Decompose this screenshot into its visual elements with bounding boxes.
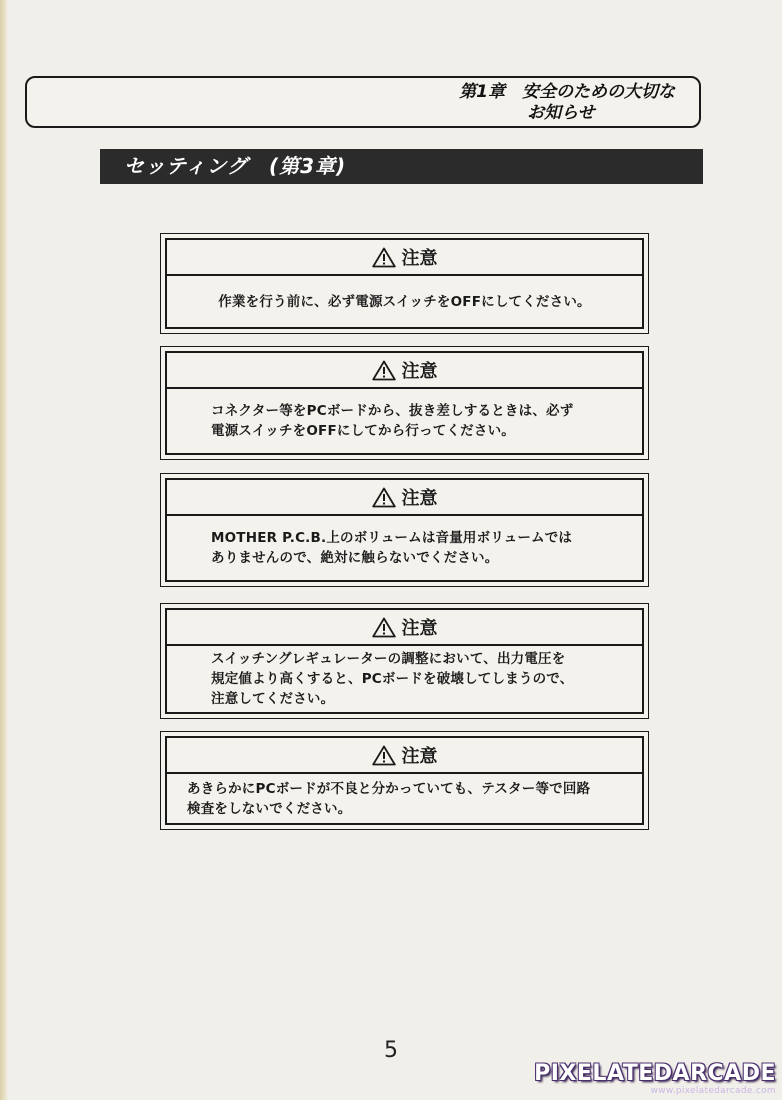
section-title-bar: [100, 149, 703, 184]
caution-text-line: ありませんので、絶対に触らないでください。: [211, 550, 499, 566]
caution-text-line: 電源スイッチをOFFにしてから行ってください。: [211, 423, 515, 439]
chapter-title-line1: 第1章 安全のための大切な: [459, 82, 675, 102]
caution-header: [167, 240, 642, 276]
chapter-header: [25, 76, 701, 128]
caution-frame: [165, 608, 644, 714]
caution-box-5: [160, 731, 649, 830]
section-title: セッティング (第3章): [124, 154, 347, 178]
caution-header: [167, 353, 642, 389]
caution-box-2: [160, 346, 649, 460]
watermark-brand: PIXELATEDARCADE: [534, 1061, 776, 1086]
watermark-logo: [534, 1061, 776, 1096]
caution-text-line: 注意してください。: [211, 691, 335, 707]
caution-text-line: 検査をしないでください。: [187, 800, 352, 817]
warning-triangle-icon: [372, 247, 396, 268]
caution-text-line: MOTHER P.C.B.上のボリュームは音量用ボリュームでは: [211, 530, 573, 546]
caution-box-3: [160, 473, 649, 587]
warning-triangle-icon: [372, 617, 396, 638]
warning-triangle-icon: [372, 360, 396, 381]
binding-edge: [0, 0, 8, 1100]
chapter-title-line2: お知らせ: [527, 103, 595, 123]
caution-text: [167, 774, 642, 823]
chapter-title: [459, 82, 675, 124]
caution-heading: 注意: [401, 488, 438, 509]
caution-header: [167, 480, 642, 516]
page-number: 5: [384, 1038, 398, 1063]
caution-heading: 注意: [401, 361, 438, 382]
caution-frame: [165, 238, 644, 329]
caution-text: [167, 276, 642, 327]
caution-header: [167, 610, 642, 646]
warning-triangle-icon: [372, 745, 396, 766]
caution-text: [167, 646, 642, 712]
caution-frame: [165, 351, 644, 455]
caution-text-line: あきらかにPCボードが不良と分かっていても、テスター等で回路: [187, 780, 591, 797]
caution-text-line: 作業を行う前に、必ず電源スイッチをOFFにしてください。: [218, 293, 591, 310]
caution-text-line: コネクター等をPCボードから、抜き差しするときは、必ず: [211, 403, 574, 419]
warning-triangle-icon: [372, 487, 396, 508]
caution-frame: [165, 736, 644, 825]
caution-box-1: [160, 233, 649, 334]
caution-heading: 注意: [401, 618, 438, 639]
caution-text: [167, 389, 642, 453]
caution-box-4: [160, 603, 649, 719]
caution-heading: 注意: [401, 248, 438, 269]
caution-header: [167, 738, 642, 774]
caution-frame: [165, 478, 644, 582]
caution-text-line: 規定値より高くすると、PCボードを破壊してしまうので、: [211, 671, 574, 687]
caution-text: [167, 516, 642, 580]
watermark-url: www.pixelatedarcade.com: [650, 1086, 776, 1096]
caution-heading: 注意: [401, 746, 438, 767]
caution-text-line: スイッチングレギュレーターの調整において、出力電圧を: [211, 651, 566, 667]
